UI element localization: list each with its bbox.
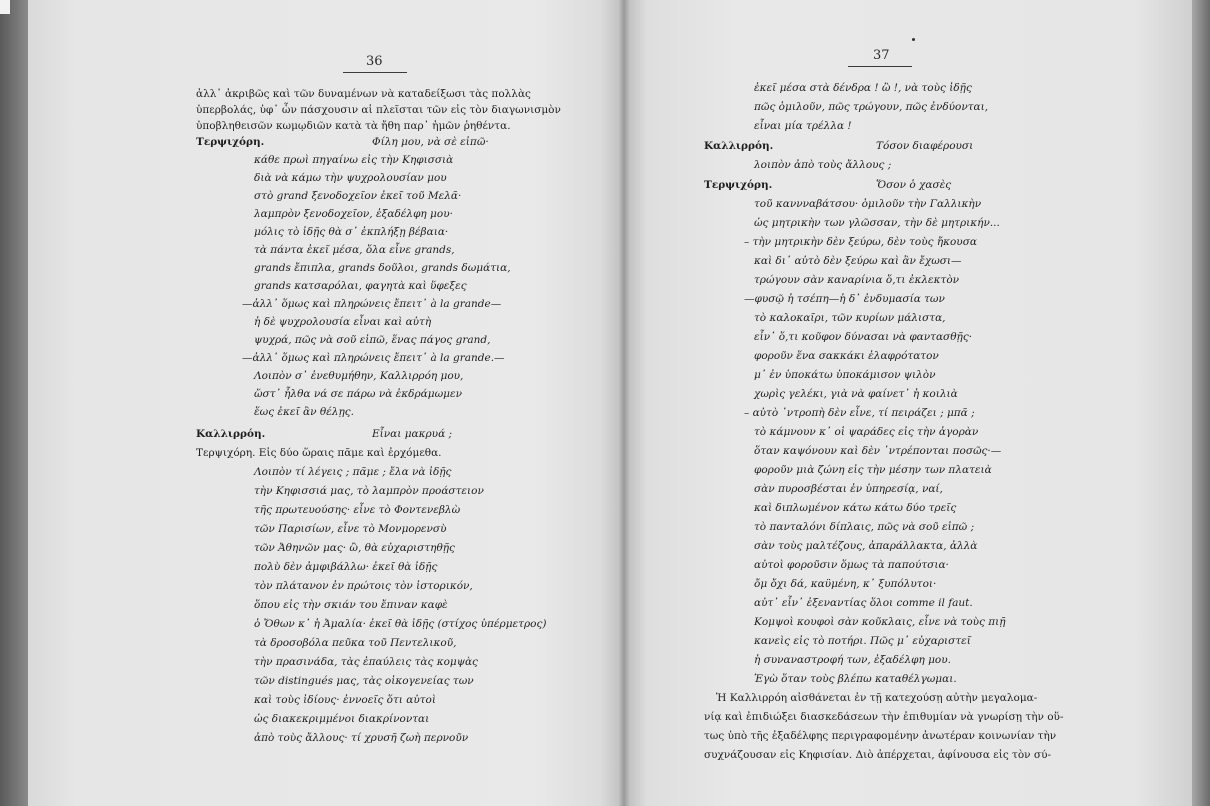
text-line: μ᾽ ἐν ὑποκάτω ὑποκάμισον ψιλὸν [754,369,936,381]
text-line: ἀλλ᾽ ἀκριβῶς καὶ τῶν δυναμένων νὰ καταδείξωσι τὰς πολλὰς [196,88,531,100]
text-line: Τερψιχόρη. Εἰς δύο ὥραις πᾶμε καὶ ἐρχόμεθα. [196,447,442,459]
text-line: λαμπρὸν ξενοδοχεῖον, ἐξαδέλφη μου· [254,208,453,220]
text-line: ἕως ἐκεῖ ἂν θέλῃς. [254,406,354,418]
text-line: Λοιπὸν σ᾽ ἐνεθυμήθην, Καλλιρρόη μου, [254,370,464,382]
text-line: ἐκεῖ μέσα στὰ δένδρα ! ὢ !, νὰ τοὺς ἰδῇς [754,82,972,94]
text-line: τὴν Κηφισσιά μας, τὸ λαμπρὸν προάστειον [254,485,484,497]
text-line: ὡς μητρικὴν των γλῶσσαν, τὴν δὲ μητρικήν... [754,217,1000,229]
text-line: στὸ grand ξενοδοχεῖον ἐκεῖ τοῦ Μελᾶ· [254,190,462,202]
paper-corner [0,0,10,14]
text-line: —ἀλλ᾽ ὅμως καὶ πληρώνεις ἔπειτ᾽ à la grande.— [242,352,505,364]
book-gutter [618,0,630,806]
text-line: ἡ συναναστροφή των, ἐξαδέλφη μου. [754,654,951,666]
text-line: καὶ τοὺς ἰδίους· ἐννοεῖς ὅτι αὐτοὶ [254,694,436,706]
text-line: τῶν Ἀθηνῶν μας· ὢ, θὰ εὐχαριστηθῇς [254,542,455,554]
text-line: Φίλη μου, νὰ σὲ εἰπῶ· [372,136,489,148]
text-line: αὐτοὶ φοροῦσιν ὅμως τὰ παπούτσια· [754,559,949,571]
text-line: φοροῦν μιὰ ζώνη εἰς τὴν μέσην των πλατειὰ [754,464,992,476]
text-line: τὸ καλοκαῖρι, τῶν κυρίων μάλιστα, [754,312,946,324]
text-line: Τόσον διαφέρουσι [876,140,974,152]
text-line: καὶ διπλωμένον κάτω κάτω δύο τρεῖς [754,502,957,514]
text-line: ὑπερβολάς, ὑφ᾽ ὧν πάσχουσιν αἱ πλεῖσται τῶν εἰς τὸν διαγωνισμὸν [196,104,561,116]
text-line: Τερψιχόρη. [704,179,773,191]
text-line: —φυσῷ ἡ τσέπη—ἡ δ᾽ ἐνδυμασία των [744,293,945,305]
text-line: grands ἔπιπλα, grands δοῦλοι, grands δωμάτια, [254,262,511,274]
text-line: – αὐτὸ ᾽ντροπὴ δὲν εἶνε, τί πειράζει ; μπᾶ ; [744,407,975,419]
text-line: τὰ δροσοβόλα πεῦκα τοῦ Πεντελικοῦ, [254,637,457,649]
text-line: Τερψιχόρη. [196,136,265,148]
text-line: τὰ πάντα ἐκεῖ μέσα, ὅλα εἶνε grands, [254,244,455,256]
left-page-number-rule [343,72,407,73]
text-line: ὡς διακεκριμμένοι διακρίνονται [254,713,430,725]
text-line: ἡ δὲ ψυχρολουσία εἶναι καὶ αὐτὴ [254,316,432,328]
text-line: τως ὑπὸ τῆς ἐξαδέλφης περιγραφομένην ἀνωτέραν κοινωνίαν τὴν [704,730,1057,742]
text-line: τοῦ καννναβάτσου· ὁμιλοῦν τὴν Γαλλικὴν [754,198,982,210]
text-line: λοιπὸν ἀπὸ τοὺς ἄλλους ; [754,159,892,171]
text-line: Εἶναι μακρυά ; [372,428,453,440]
text-line: αὐτ᾽ εἶν᾽ ἐξεναντίας ὅλοι comme il faut. [754,597,973,609]
left-page-number: 36 [366,54,383,69]
text-line: ὅπου εἰς τὴν σκιάν του ἔπιναν καφὲ [254,599,448,611]
text-line: Ἡ Καλλιρρόη αἰσθάνεται ἐν τῇ κατεχούσῃ αὐτὴν μεγαλομα- [716,692,1038,704]
text-line: τῶν distingués μας, τὰς οἰκογενείας των [254,675,474,687]
text-line: grands κατσαρόλαι, φαγητὰ καὶ ὕφεξες [254,280,467,292]
text-line: νίᾳ καὶ ἐπιδιώξει διασκεδάσεων τὴν ἐπιθυμίαν νὰ γνωρίσῃ τὴν οὕ- [704,711,1064,723]
text-line: κανεὶς εἰς τὸ ποτήρι. Πῶς μ᾽ εὐχαριστεῖ [754,635,971,647]
text-line: τρώγουν σὰν καναρίνια ὅ,τι ἐκλεκτὸν [754,274,960,286]
text-line: πολὺ δὲν ἀμφιβάλλω· ἐκεῖ θὰ ἰδῇς [254,561,438,573]
text-line: συχνάζουσαν εἰς Κηφισίαν. Διὸ ἀπέρχεται, ἀφίνουσα εἰς τὸν σύ- [704,749,1051,761]
text-line: κάθε πρωὶ πηγαίνω εἰς τὴν Κηφισσιὰ [254,154,454,166]
ink-speck [912,38,915,41]
text-line: μόλις τὸ ἰδῇς θὰ σ᾽ ἐκπλήξῃ βέβαια· [254,226,449,238]
text-line: εἶναι μία τρέλλα ! [754,120,852,132]
text-line: τῶν Παρισίων, εἶνε τὸ Μονμορενσὺ [254,523,447,535]
text-line: τὴν πρασινάδα, τὰς ἐπαύλεις τὰς κομψὰς [254,656,478,668]
text-line: ὥστ᾽ ἦλθα νά σε πάρω νὰ ἐκδράμωμεν [254,388,462,400]
text-line: Καλλιρρόη. [704,140,774,152]
right-page-number-rule [848,66,912,67]
text-line: ὁ Ὄθων κ᾽ ἡ Ἀμαλία· ἐκεῖ θὰ ἰδῇς (στίχος ὑπέρμετρος) [254,618,547,630]
text-line: Καλλιρρόη. [196,428,266,440]
text-line: καὶ δι᾽ αὐτὸ δὲν ξεύρω καὶ ἂν ἔχωσι— [754,255,962,267]
text-line: ὅταν καψόνουν καὶ δὲν ᾽ντρέπονται ποσῶς·— [754,445,1002,457]
text-line: διὰ νὰ κάμω τὴν ψυχρολουσίαν μου [254,172,447,184]
text-line: Ἐγὼ ὅταν τοὺς βλέπω καταθέλγωμαι. [754,673,957,685]
text-line: – τὴν μητρικὴν δὲν ξεύρω, δὲν τοὺς ἤκουσα [744,236,977,248]
text-line: χωρὶς γελέκι, γιὰ νὰ φαίνετ᾽ ἡ κοιλιὰ [754,388,958,400]
book-edge-right [1192,0,1210,806]
text-line: ἀπὸ τοὺς ἄλλους· τί χρυσῆ ζωὴ περνοῦν [254,732,469,744]
text-line: Λοιπὸν τί λέγεις ; πᾶμε ; ἔλα νὰ ἰδῇς [254,466,452,478]
text-line: εἶν᾽ ὅ,τι κοῦφον δύνασαι νὰ φαντασθῇς· [754,331,973,343]
text-line: σὰν πυροσβέσται ἐν ὑπηρεσίᾳ, ναί, [754,483,943,495]
right-page-number: 37 [873,48,890,63]
text-line: ὑποβληθεισῶν κωμῳδιῶν κατὰ τὰ ἤθη παρ᾽ ἡμῶν ῥηθέντα. [196,120,511,132]
text-line: —ἀλλ᾽ ὅμως καὶ πληρώνεις ἔπειτ᾽ à la grande— [242,298,502,310]
text-line: Κομψοὶ κουφοὶ σὰν κοῦκλαις, εἶνε νὰ τοὺς πιῇ [754,616,1006,628]
text-line: πῶς ὁμιλοῦν, πῶς τρώγουν, πῶς ἐνδύονται, [754,101,989,113]
text-line: φοροῦν ἕνα σακκάκι ἐλαφρότατον [754,350,939,362]
text-line: ὄμ ὄχι δά, καϋμένη, κ᾽ ξυπόλυτοι· [754,578,937,590]
text-line: ψυχρά, πῶς νὰ σοῦ εἰπῶ, ἕνας πάγος grand, [254,334,491,346]
text-line: σὰν τοὺς μαλτέζους, ἀπαράλλακτα, ἀλλὰ [754,540,978,552]
book-edge-left [0,0,28,806]
text-line: τὸν πλάτανον ἐν πρώτοις τὸν ἱστορικόν, [254,580,473,592]
text-line: τῆς πρωτευούσης· εἶνε τὸ Φοντενεβλὼ [254,504,461,516]
text-line: τὸ κάμνουν κ᾽ οἱ ψαράδες εἰς τὴν ἀγορὰν [754,426,979,438]
text-line: τὸ πανταλόνι δίπλαις, πῶς νὰ σοῦ εἰπῶ ; [754,521,975,533]
text-line: Ὅσον ὁ χασὲς [876,179,952,191]
